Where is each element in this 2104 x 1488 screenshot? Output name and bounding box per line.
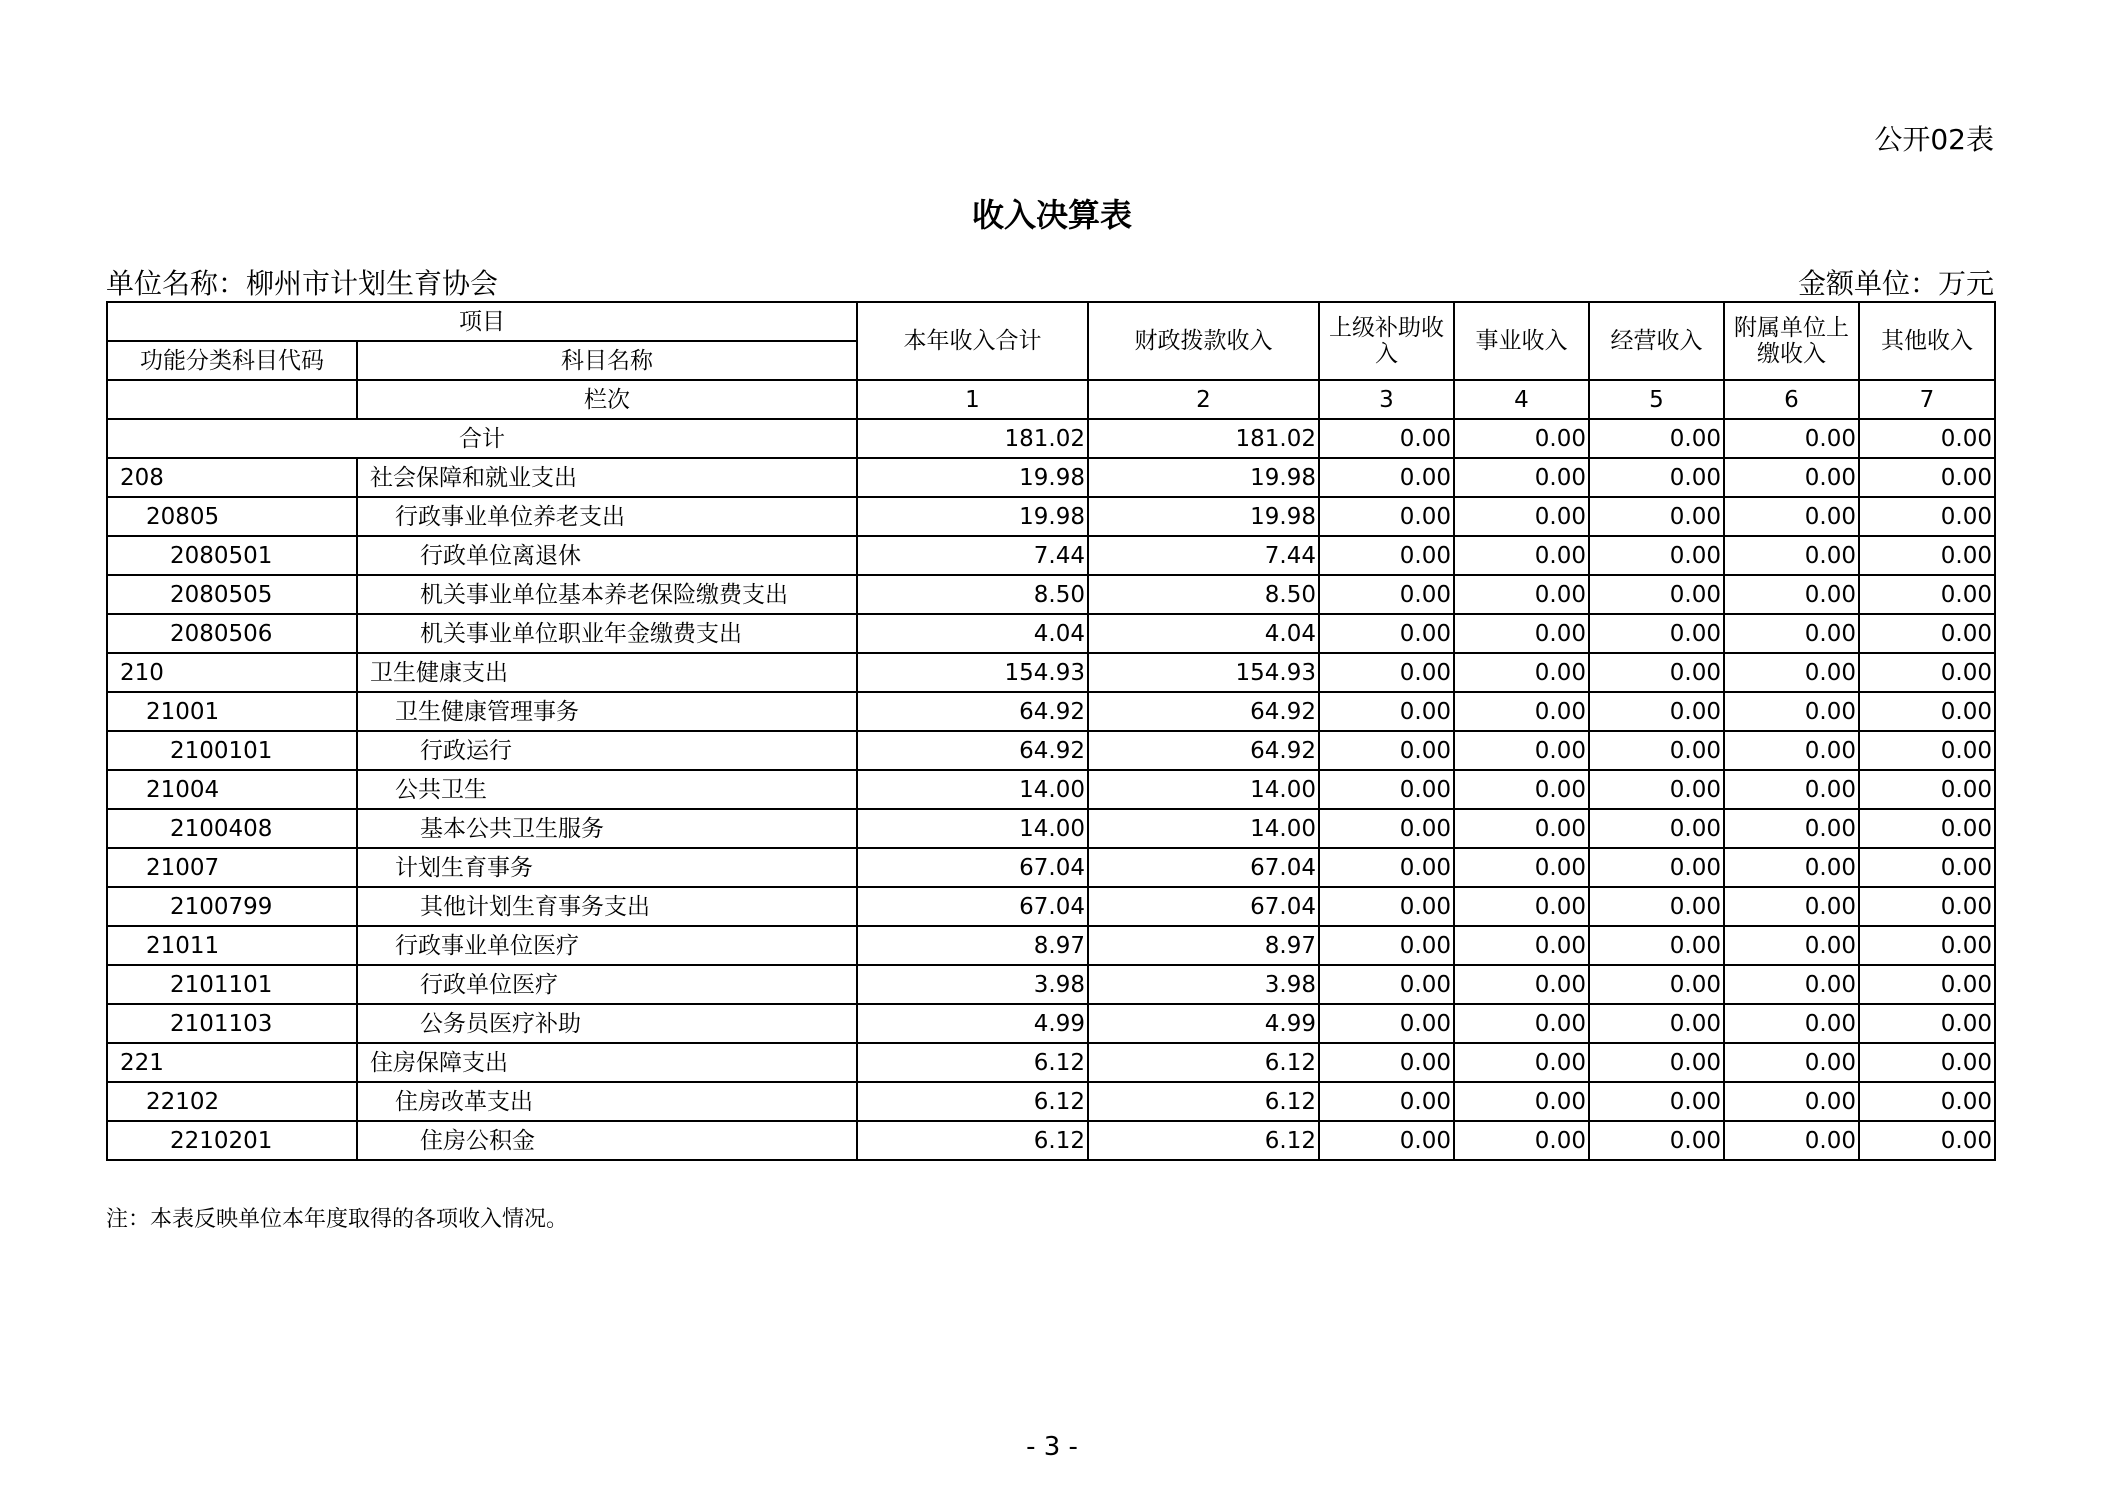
amount-cell: 0.00	[1724, 731, 1859, 770]
amount-cell: 6.12	[857, 1043, 1088, 1082]
money-unit: 金额单位：万元	[1797, 267, 1994, 300]
amount-cell: 0.00	[1724, 770, 1859, 809]
amount-cell: 0.00	[1589, 965, 1724, 1004]
subject-name: 卫生健康管理事务	[357, 692, 857, 731]
subject-name: 基本公共卫生服务	[357, 809, 857, 848]
amount-cell: 0.00	[1454, 731, 1589, 770]
table-row	[107, 653, 1995, 692]
subject-name: 住房保障支出	[357, 1043, 857, 1082]
subject-name: 住房改革支出	[357, 1082, 857, 1121]
subject-name: 行政单位离退休	[357, 536, 857, 575]
amount-cell: 0.00	[1724, 1004, 1859, 1043]
table-row	[107, 848, 1995, 887]
amount-cell: 0.00	[1589, 1043, 1724, 1082]
subject-name: 行政运行	[357, 731, 857, 770]
amount-cell: 19.98	[857, 497, 1088, 536]
amount-cell: 0.00	[1724, 653, 1859, 692]
amount-cell: 3.98	[1088, 965, 1319, 1004]
amount-cell: 0.00	[1724, 1082, 1859, 1121]
amount-cell: 0.00	[1319, 692, 1454, 731]
amount-cell: 0.00	[1859, 965, 1995, 1004]
table-row	[107, 614, 1995, 653]
amount-cell: 0.00	[1589, 1082, 1724, 1121]
lane-number: 2	[1088, 380, 1319, 419]
total-value: 0.00	[1724, 419, 1859, 458]
table-row	[107, 458, 1995, 497]
amount-cell: 64.92	[1088, 731, 1319, 770]
amount-cell: 7.44	[1088, 536, 1319, 575]
subject-code: 21001	[107, 692, 357, 731]
amount-cell: 0.00	[1859, 614, 1995, 653]
subject-code: 2100799	[107, 887, 357, 926]
header-fiscal: 财政拨款收入	[1088, 302, 1319, 380]
table-row	[107, 770, 1995, 809]
amount-cell: 0.00	[1859, 458, 1995, 497]
lane-number: 4	[1454, 380, 1589, 419]
amount-cell: 0.00	[1454, 770, 1589, 809]
amount-cell: 0.00	[1589, 536, 1724, 575]
amount-cell: 4.99	[1088, 1004, 1319, 1043]
amount-cell: 0.00	[1319, 1121, 1454, 1160]
amount-cell: 0.00	[1589, 809, 1724, 848]
amount-cell: 0.00	[1319, 1043, 1454, 1082]
lane-number: 3	[1319, 380, 1454, 419]
subject-code: 221	[107, 1043, 357, 1082]
amount-cell: 14.00	[1088, 809, 1319, 848]
subject-name: 行政事业单位养老支出	[357, 497, 857, 536]
amount-cell: 6.12	[1088, 1121, 1319, 1160]
amount-cell: 0.00	[1859, 575, 1995, 614]
amount-cell: 0.00	[1319, 614, 1454, 653]
subject-code: 21011	[107, 926, 357, 965]
lane-number: 1	[857, 380, 1088, 419]
total-value: 0.00	[1589, 419, 1724, 458]
amount-cell: 0.00	[1319, 575, 1454, 614]
table-row	[107, 1043, 1995, 1082]
amount-cell: 0.00	[1319, 653, 1454, 692]
table-row	[107, 536, 1995, 575]
amount-cell: 14.00	[857, 809, 1088, 848]
amount-cell: 4.04	[857, 614, 1088, 653]
amount-cell: 0.00	[1454, 887, 1589, 926]
amount-cell: 0.00	[1859, 653, 1995, 692]
amount-cell: 0.00	[1724, 614, 1859, 653]
total-value: 181.02	[1088, 419, 1319, 458]
subject-code: 2080501	[107, 536, 357, 575]
amount-cell: 8.97	[857, 926, 1088, 965]
total-label: 合计	[107, 419, 857, 458]
amount-cell: 0.00	[1319, 926, 1454, 965]
subject-name: 机关事业单位基本养老保险缴费支出	[357, 575, 857, 614]
subject-name: 其他计划生育事务支出	[357, 887, 857, 926]
amount-cell: 0.00	[1724, 692, 1859, 731]
header-business: 事业收入	[1454, 302, 1589, 380]
amount-cell: 67.04	[1088, 848, 1319, 887]
subject-code: 210	[107, 653, 357, 692]
amount-cell: 0.00	[1859, 497, 1995, 536]
amount-cell: 0.00	[1454, 1082, 1589, 1121]
amount-cell: 0.00	[1724, 926, 1859, 965]
header-item: 项目	[107, 302, 857, 341]
subject-code: 21007	[107, 848, 357, 887]
header-row-1	[107, 302, 1995, 341]
amount-cell: 6.12	[1088, 1043, 1319, 1082]
amount-cell: 0.00	[1454, 575, 1589, 614]
header-operating: 经营收入	[1589, 302, 1724, 380]
amount-cell: 0.00	[1454, 1121, 1589, 1160]
subject-name: 社会保障和就业支出	[357, 458, 857, 497]
subject-code: 208	[107, 458, 357, 497]
amount-cell: 0.00	[1589, 1004, 1724, 1043]
amount-cell: 0.00	[1454, 692, 1589, 731]
unit-name: 单位名称：柳州市计划生育协会	[106, 267, 499, 300]
amount-cell: 0.00	[1589, 926, 1724, 965]
form-number: 公开02表	[1874, 123, 1994, 156]
amount-cell: 0.00	[1319, 1082, 1454, 1121]
subject-code: 2100408	[107, 809, 357, 848]
amount-cell: 0.00	[1724, 536, 1859, 575]
subject-name: 公务员医疗补助	[357, 1004, 857, 1043]
total-value: 0.00	[1454, 419, 1589, 458]
amount-cell: 0.00	[1454, 1043, 1589, 1082]
amount-cell: 0.00	[1454, 848, 1589, 887]
lane-number: 5	[1589, 380, 1724, 419]
subject-name: 公共卫生	[357, 770, 857, 809]
table-row	[107, 497, 1995, 536]
subject-code: 20805	[107, 497, 357, 536]
amount-cell: 154.93	[1088, 653, 1319, 692]
amount-cell: 0.00	[1454, 614, 1589, 653]
subject-code: 2210201	[107, 1121, 357, 1160]
amount-cell: 0.00	[1589, 731, 1724, 770]
amount-cell: 0.00	[1319, 458, 1454, 497]
amount-cell: 0.00	[1859, 1043, 1995, 1082]
lane-number: 7	[1859, 380, 1995, 419]
amount-cell: 0.00	[1454, 965, 1589, 1004]
table-note: 注：本表反映单位本年度取得的各项收入情况。	[106, 1207, 569, 1232]
amount-cell: 0.00	[1454, 653, 1589, 692]
amount-cell: 0.00	[1724, 848, 1859, 887]
subject-code: 22102	[107, 1082, 357, 1121]
amount-cell: 0.00	[1454, 1004, 1589, 1043]
amount-cell: 0.00	[1859, 692, 1995, 731]
amount-cell: 0.00	[1724, 1121, 1859, 1160]
amount-cell: 67.04	[857, 887, 1088, 926]
amount-cell: 0.00	[1859, 809, 1995, 848]
table-row	[107, 575, 1995, 614]
amount-cell: 0.00	[1859, 731, 1995, 770]
amount-cell: 4.04	[1088, 614, 1319, 653]
amount-cell: 0.00	[1859, 848, 1995, 887]
amount-cell: 0.00	[1589, 887, 1724, 926]
header-superior: 上级补助收入	[1319, 302, 1454, 380]
lane-number: 6	[1724, 380, 1859, 419]
amount-cell: 64.92	[857, 731, 1088, 770]
amount-cell: 0.00	[1319, 497, 1454, 536]
subject-code: 2100101	[107, 731, 357, 770]
amount-cell: 14.00	[857, 770, 1088, 809]
table-row	[107, 692, 1995, 731]
amount-cell: 8.50	[1088, 575, 1319, 614]
amount-cell: 0.00	[1589, 614, 1724, 653]
total-value: 0.00	[1319, 419, 1454, 458]
amount-cell: 64.92	[857, 692, 1088, 731]
amount-cell: 0.00	[1319, 731, 1454, 770]
income-table	[106, 301, 1996, 1161]
header-total: 本年收入合计	[857, 302, 1088, 380]
subject-code: 2101101	[107, 965, 357, 1004]
amount-cell: 67.04	[857, 848, 1088, 887]
amount-cell: 0.00	[1859, 1121, 1995, 1160]
amount-cell: 0.00	[1454, 536, 1589, 575]
amount-cell: 8.50	[857, 575, 1088, 614]
amount-cell: 0.00	[1319, 965, 1454, 1004]
amount-cell: 0.00	[1589, 458, 1724, 497]
amount-cell: 0.00	[1454, 809, 1589, 848]
total-value: 0.00	[1859, 419, 1995, 458]
amount-cell: 19.98	[1088, 458, 1319, 497]
amount-cell: 0.00	[1724, 458, 1859, 497]
table-row	[107, 887, 1995, 926]
amount-cell: 0.00	[1724, 497, 1859, 536]
page-number: - 3 -	[1026, 1432, 1078, 1462]
amount-cell: 0.00	[1589, 692, 1724, 731]
subject-name: 机关事业单位职业年金缴费支出	[357, 614, 857, 653]
subject-name: 行政事业单位医疗	[357, 926, 857, 965]
lane-row	[107, 380, 1995, 419]
amount-cell: 14.00	[1088, 770, 1319, 809]
amount-cell: 0.00	[1589, 575, 1724, 614]
amount-cell: 0.00	[1319, 770, 1454, 809]
header-subject: 科目名称	[357, 341, 857, 380]
table-row	[107, 926, 1995, 965]
amount-cell: 0.00	[1454, 458, 1589, 497]
lane-label: 栏次	[357, 380, 857, 419]
table-row	[107, 1082, 1995, 1121]
amount-cell: 67.04	[1088, 887, 1319, 926]
table-row	[107, 1121, 1995, 1160]
report-title: 收入决算表	[971, 196, 1132, 234]
amount-cell: 0.00	[1724, 809, 1859, 848]
subject-code: 2080506	[107, 614, 357, 653]
subject-name: 住房公积金	[357, 1121, 857, 1160]
table-row	[107, 1004, 1995, 1043]
header-other: 其他收入	[1859, 302, 1995, 380]
amount-cell: 0.00	[1589, 497, 1724, 536]
header-affiliate: 附属单位上缴收入	[1724, 302, 1859, 380]
lane-blank	[107, 380, 357, 419]
amount-cell: 0.00	[1859, 770, 1995, 809]
amount-cell: 0.00	[1319, 1004, 1454, 1043]
amount-cell: 0.00	[1724, 1043, 1859, 1082]
subject-code: 21004	[107, 770, 357, 809]
amount-cell: 0.00	[1859, 1004, 1995, 1043]
header-code: 功能分类科目代码	[107, 341, 357, 380]
amount-cell: 19.98	[857, 458, 1088, 497]
amount-cell: 0.00	[1859, 536, 1995, 575]
subject-name: 行政单位医疗	[357, 965, 857, 1004]
amount-cell: 6.12	[857, 1121, 1088, 1160]
amount-cell: 0.00	[1589, 848, 1724, 887]
table-row	[107, 731, 1995, 770]
amount-cell: 19.98	[1088, 497, 1319, 536]
amount-cell: 7.44	[857, 536, 1088, 575]
amount-cell: 154.93	[857, 653, 1088, 692]
amount-cell: 0.00	[1724, 965, 1859, 1004]
amount-cell: 0.00	[1724, 887, 1859, 926]
amount-cell: 6.12	[1088, 1082, 1319, 1121]
total-row	[107, 419, 1995, 458]
amount-cell: 0.00	[1319, 887, 1454, 926]
amount-cell: 0.00	[1859, 887, 1995, 926]
table-row	[107, 809, 1995, 848]
amount-cell: 0.00	[1589, 1121, 1724, 1160]
amount-cell: 0.00	[1319, 848, 1454, 887]
amount-cell: 0.00	[1589, 653, 1724, 692]
subject-code: 2101103	[107, 1004, 357, 1043]
amount-cell: 0.00	[1724, 575, 1859, 614]
amount-cell: 0.00	[1454, 497, 1589, 536]
amount-cell: 0.00	[1319, 809, 1454, 848]
amount-cell: 8.97	[1088, 926, 1319, 965]
amount-cell: 0.00	[1454, 926, 1589, 965]
amount-cell: 4.99	[857, 1004, 1088, 1043]
amount-cell: 0.00	[1859, 926, 1995, 965]
subject-code: 2080505	[107, 575, 357, 614]
amount-cell: 0.00	[1859, 1082, 1995, 1121]
subject-name: 卫生健康支出	[357, 653, 857, 692]
amount-cell: 6.12	[857, 1082, 1088, 1121]
amount-cell: 3.98	[857, 965, 1088, 1004]
amount-cell: 0.00	[1319, 536, 1454, 575]
amount-cell: 0.00	[1589, 770, 1724, 809]
total-value: 181.02	[857, 419, 1088, 458]
table-row	[107, 965, 1995, 1004]
subject-name: 计划生育事务	[357, 848, 857, 887]
amount-cell: 64.92	[1088, 692, 1319, 731]
